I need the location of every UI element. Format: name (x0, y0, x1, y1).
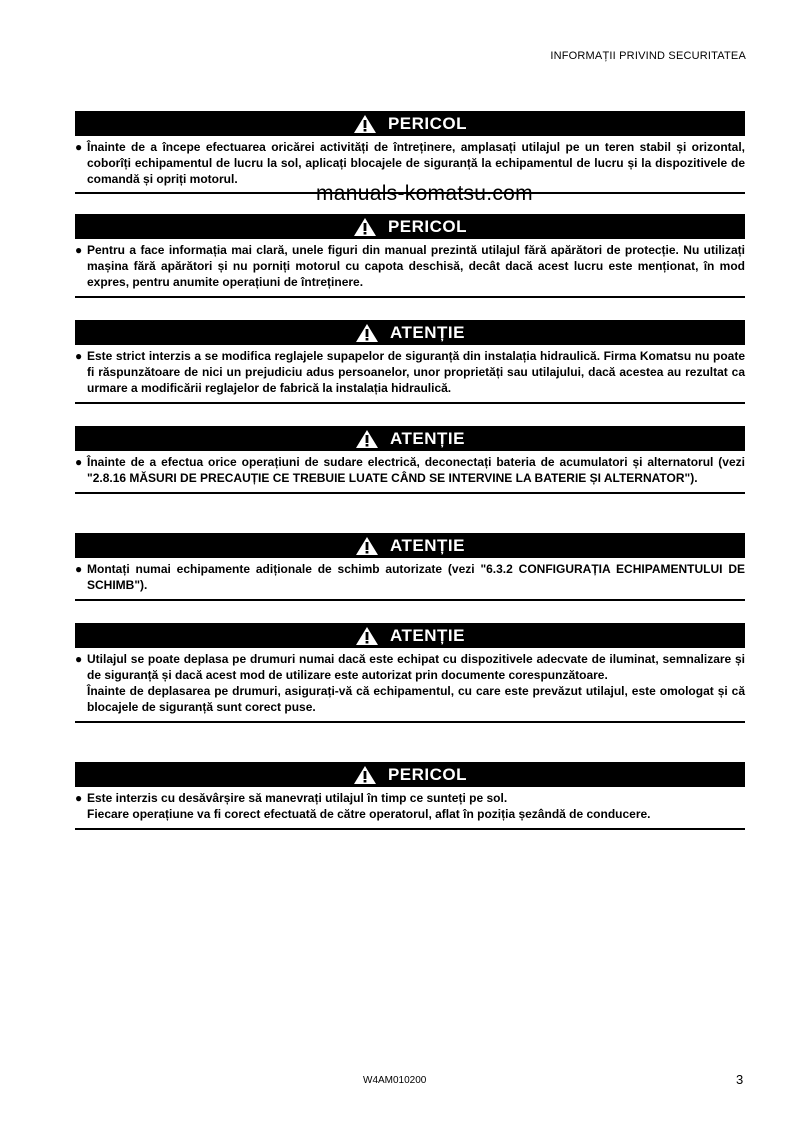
bullet: ● (75, 455, 83, 469)
notice-text: Fiecare operațiune va fi corect efectuată de către operatorul, aflat în poziția șezândă de conducere. (87, 807, 651, 821)
banner-label: PERICOL (387, 216, 468, 236)
page-number: 3 (736, 1072, 744, 1087)
danger-banner (75, 762, 745, 787)
notice-body (75, 648, 745, 723)
banner-label: ATENȚIE (390, 322, 465, 342)
bullet: ● (75, 652, 83, 666)
banner-label: PERICOL (387, 113, 468, 133)
notice-body (75, 345, 745, 404)
watermark: manuals-komatsu.com (316, 182, 533, 205)
notice-caution-3 (75, 533, 745, 601)
notice-text: Înainte de deplasarea pe drumuri, asigurați-vă că echipamentul, cu care este prevăzut utilajul, este omologat și că blocajele de siguranță sunt corect puse. (87, 684, 745, 714)
notice-text: Este strict interzis a se modifica reglajele supapelor de siguranță din instalația hidraulică. Firma Komatsu nu poate fi răspunzătoare de nici un prejudiciu adus persoanelor, unor proprietăți sau utilajului, dacă acestea au rezultat ca urmare a modificării reglajelor de fabrică la instalația hidraulică. (87, 349, 745, 395)
danger-banner (75, 214, 745, 239)
notice-body (75, 558, 745, 601)
notice-body (75, 787, 745, 830)
bullet: ● (75, 349, 83, 363)
warning-triangle-icon (355, 323, 379, 343)
banner-label: ATENȚIE (390, 428, 465, 448)
bullet: ● (75, 791, 83, 805)
document-code: W4AM010200 (363, 1075, 427, 1086)
danger-banner (75, 111, 745, 136)
banner-label: ATENȚIE (390, 535, 465, 555)
warning-triangle-icon (355, 626, 379, 646)
notice-caution-1 (75, 320, 745, 404)
notice-text: Pentru a face informația mai clară, unele figuri din manual prezintă utilajul fără apărători de protecție. Nu utilizați mașina fără apărători și nu porniți motorul cu capota deschisă, decât dacă acest lucru este menționat, în mod expres, pentru anumite operațiuni de întreținere. (87, 243, 745, 289)
notice-caution-4 (75, 623, 745, 723)
notice-text: Montați numai echipamente adiționale de schimb autorizate (vezi "6.3.2 CONFIGURAȚIA ECHIPAMENTULUI DE SCHIMB"). (87, 562, 745, 592)
notice-danger-2 (75, 214, 745, 298)
running-header: INFORMAȚII PRIVIND SECURITATEA (550, 50, 746, 62)
notice-body (75, 451, 745, 494)
warning-triangle-icon (355, 429, 379, 449)
warning-triangle-icon (353, 765, 377, 785)
warning-triangle-icon (355, 536, 379, 556)
warning-triangle-icon (353, 217, 377, 237)
notice-text: Utilajul se poate deplasa pe drumuri numai dacă este echipat cu dispozitivele adecvate de iluminat, semnalizare și de siguranță și dacă acest mod de utilizare este autorizat prin documente corespunzătoare. (87, 652, 745, 682)
caution-banner (75, 623, 745, 648)
caution-banner (75, 426, 745, 451)
notice-body (75, 239, 745, 298)
bullet: ● (75, 562, 83, 576)
notice-text: Este interzis cu desăvârșire să manevrați utilajul în timp ce sunteți pe sol. (87, 791, 508, 805)
bullet: ● (75, 243, 83, 257)
notice-caution-2 (75, 426, 745, 494)
warning-triangle-icon (353, 114, 377, 134)
banner-label: ATENȚIE (390, 625, 465, 645)
caution-banner (75, 320, 745, 345)
bullet: ● (75, 140, 83, 154)
caution-banner (75, 533, 745, 558)
notice-text: Înainte de a efectua orice operațiuni de sudare electrică, deconectați bateria de acumulatori și alternatorul (vezi "2.8.16 MĂSURI DE PRECAUȚIE CE TREBUIE LUATE CÂND SE INTERVINE LA BATERIE ȘI ALTERNATOR"). (87, 455, 745, 485)
notice-text: Înainte de a începe efectuarea oricărei activități de întreținere, amplasați utilajul pe un teren stabil și orizontal, coborîți echipamentul de lucru la sol, aplicați blocajele de siguranță la echipamentul de lucru și la dispozitivele de comandă și opriți motorul. (87, 140, 745, 186)
banner-label: PERICOL (387, 764, 468, 784)
notice-danger-3 (75, 762, 745, 830)
